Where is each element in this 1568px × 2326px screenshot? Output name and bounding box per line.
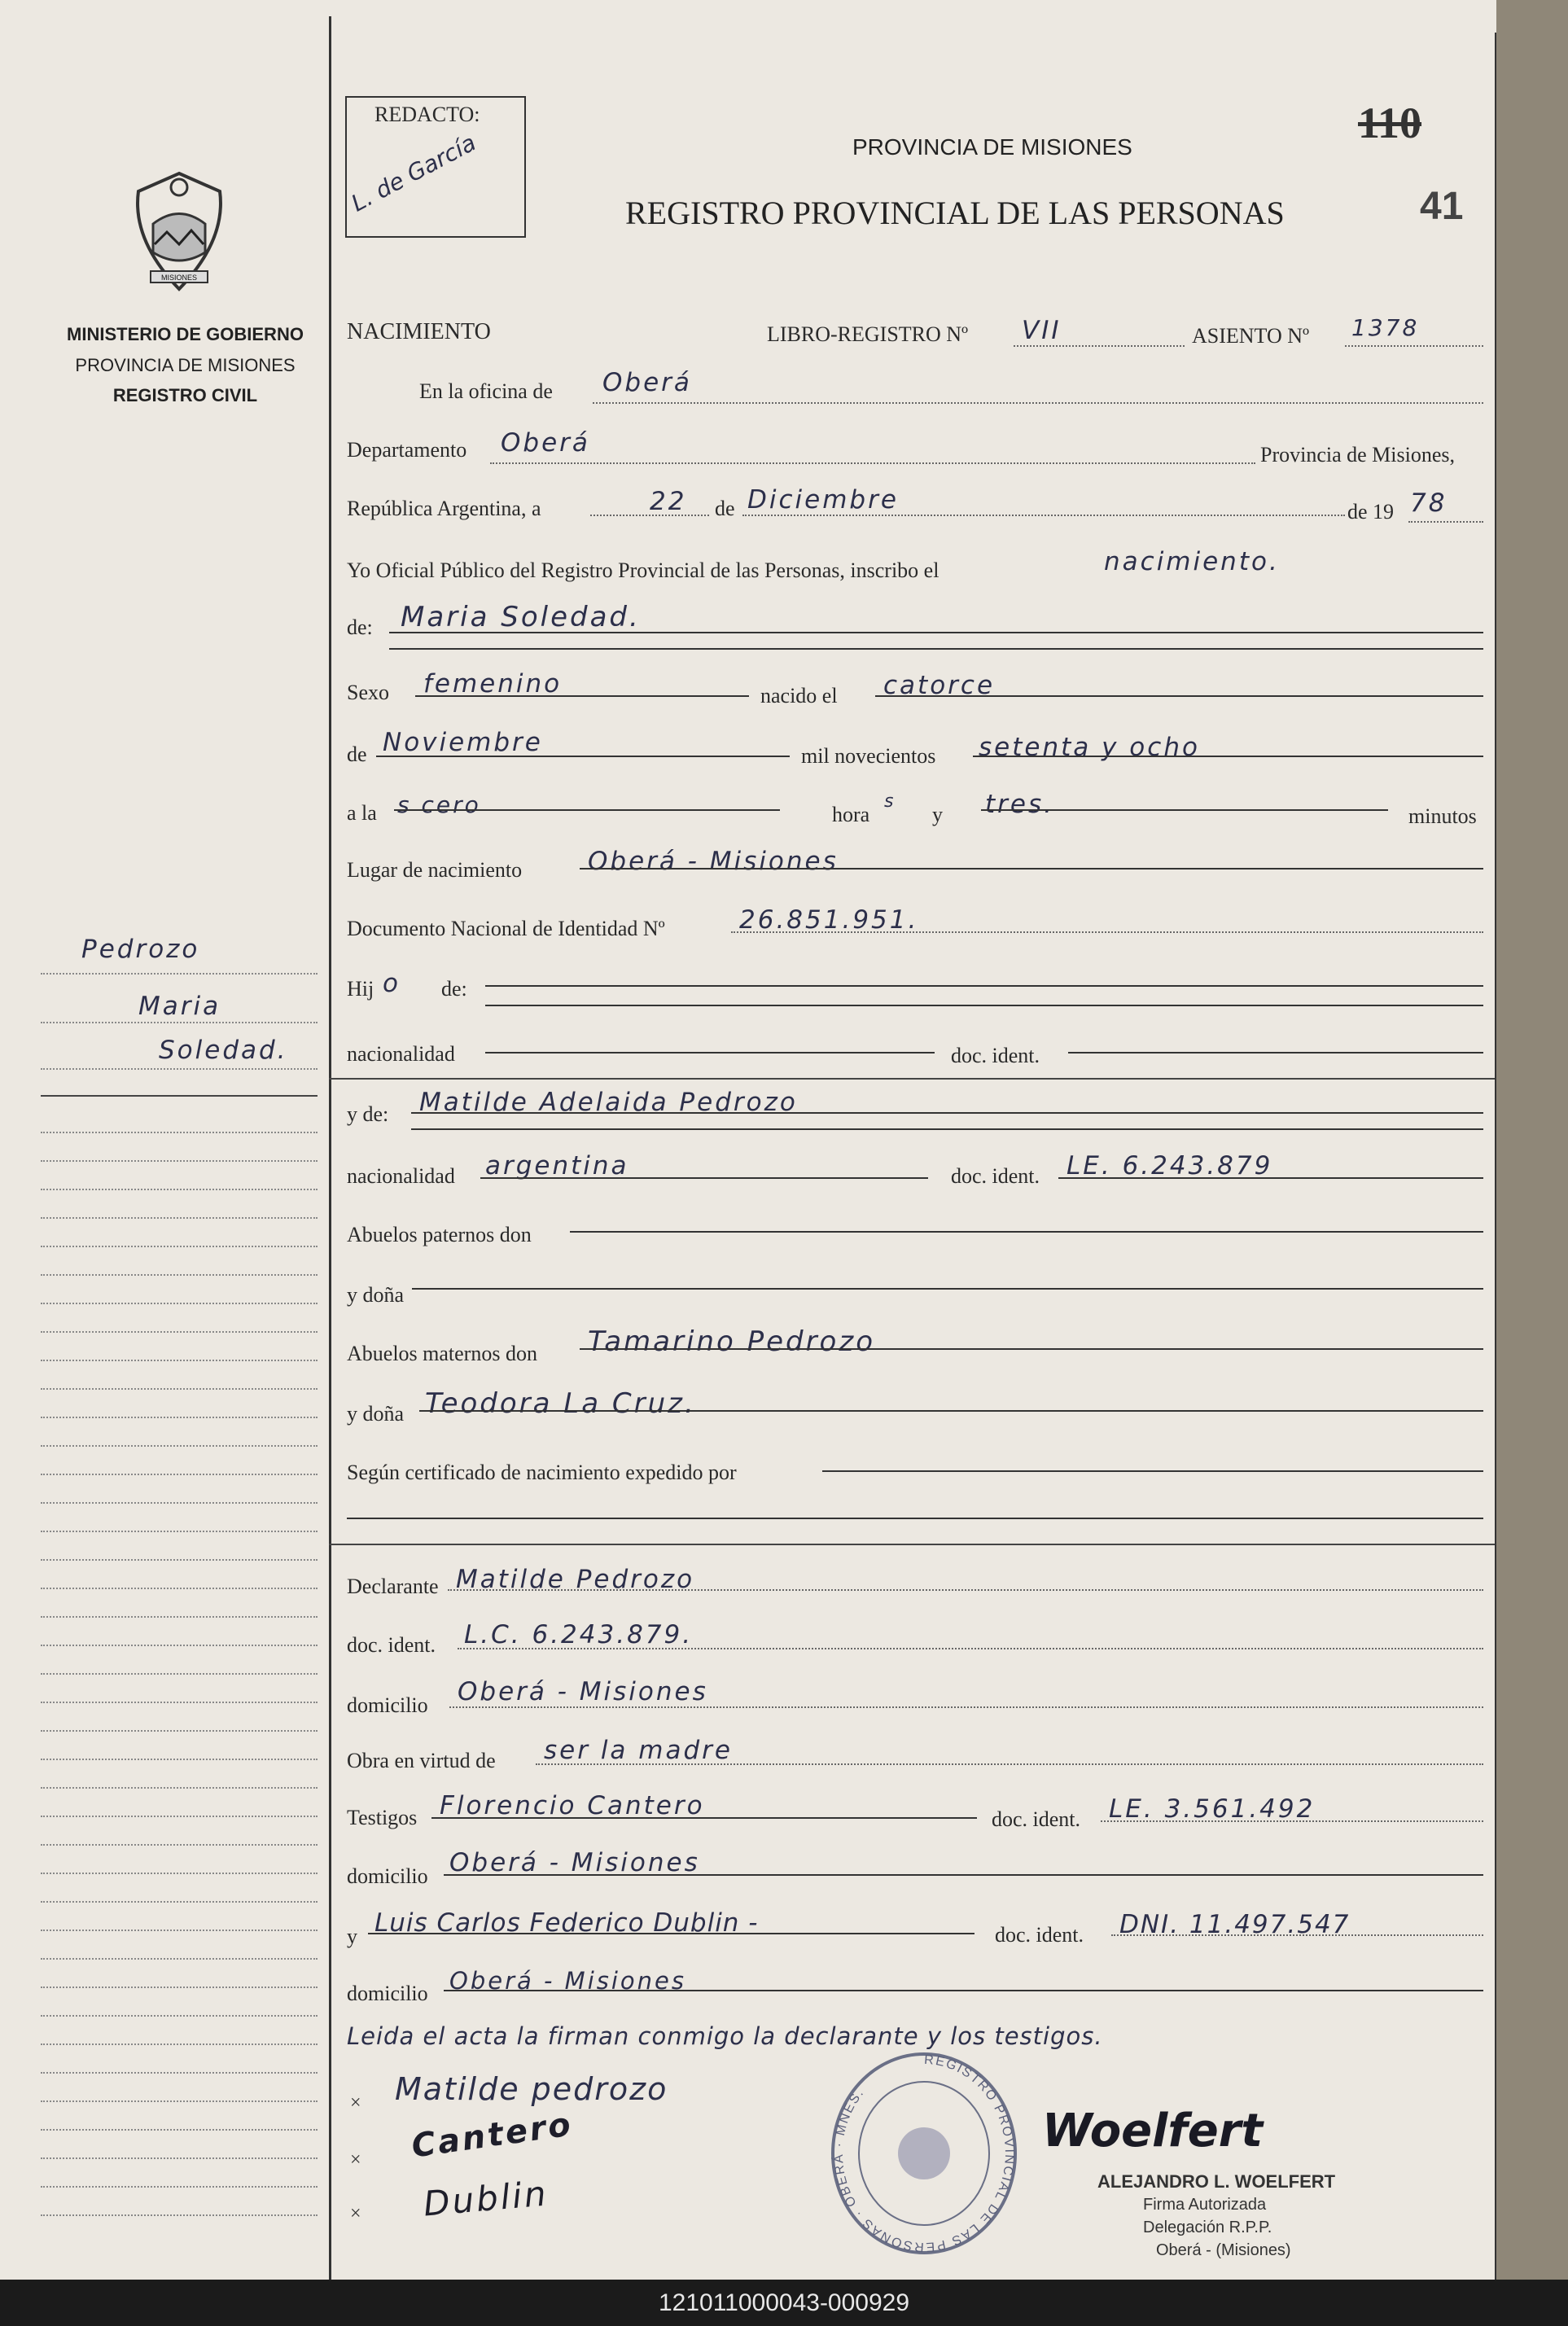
mother-value: Matilde Adelaida Pedrozo — [419, 1088, 798, 1117]
province-heading: PROVINCIA DE MISIONES — [852, 134, 1132, 160]
declarant-value: Matilde Pedrozo — [456, 1565, 695, 1594]
declarant-doc-label: doc. ident. — [347, 1633, 436, 1657]
certificate-label: Según certificado de nacimiento expedido por — [347, 1461, 737, 1484]
witness-label: Testigos — [347, 1806, 418, 1829]
margin-note-middlename: Soledad. — [159, 1036, 288, 1065]
hour-value: s cero — [397, 791, 481, 818]
child-name-value: Maria Soledad. — [401, 601, 641, 633]
sex-value: femenino — [423, 669, 563, 699]
page-number-new: 41 — [1420, 185, 1464, 228]
seat-label: ASIENTO Nº — [1192, 324, 1310, 348]
witness2-value: Luis Carlos Federico Dublin - — [374, 1908, 759, 1938]
redacto-signature: L. de García — [347, 129, 480, 217]
maternal-grandparents-label: Abuelos maternos don — [347, 1342, 537, 1365]
born-year-value: setenta y ocho — [979, 733, 1200, 762]
birthplace-value: Oberá - Misiones — [588, 847, 839, 876]
reason-value: ser la madre — [544, 1736, 733, 1765]
witness2-doc-value: DNI. 11.497.547 — [1119, 1910, 1351, 1939]
coat-of-arms-caption: MISIONES — [160, 274, 198, 282]
archive-code: 121011000043-000929 — [658, 2289, 910, 2316]
registry-stamp-icon — [822, 2043, 1026, 2263]
mother-label: y de: — [347, 1102, 389, 1126]
month-value: Diciembre — [747, 485, 899, 515]
born-label: nacido el — [760, 684, 838, 707]
declarant-label: Declarante — [347, 1575, 439, 1598]
office-label: En la oficina de — [419, 379, 553, 403]
child-of-label: Hij — [347, 977, 374, 1001]
thousand-label: mil novecientos — [801, 744, 936, 768]
mother-docid-label: doc. ident. — [951, 1164, 1040, 1188]
margin-rule — [329, 16, 331, 2280]
signature-mark-1: × — [350, 2092, 361, 2114]
maternal-grandmother-value: Teodora La Cruz. — [425, 1387, 696, 1420]
official-name: ALEJANDRO L. WOELFERT — [1097, 2171, 1336, 2192]
minutes-label: minutos — [1408, 804, 1477, 828]
seat-value: 1378 — [1351, 314, 1420, 341]
maternal-grandfather-value: Tamarino Pedrozo — [588, 1325, 876, 1358]
declarant-domicile-label: domicilio — [347, 1693, 428, 1717]
book-binding-edge — [1496, 0, 1568, 2280]
mother-nationality-value: argentina — [485, 1151, 629, 1181]
signature-mark-2: × — [350, 2149, 361, 2170]
coat-of-arms-icon — [122, 167, 236, 297]
stamp-text: REGISTRO PROVINCIAL DE LAS PERSONAS · OBERÁ · MNES. — [831, 2052, 1017, 2254]
hours-plural-value: s — [884, 791, 896, 812]
born-day-value: catorce — [883, 671, 996, 700]
reason-label: Obra en virtud de — [347, 1749, 496, 1772]
statement-value: nacimiento. — [1104, 547, 1280, 576]
closing-text: Leida el acta la firman conmigo la declarante y los testigos. — [347, 2022, 1103, 2050]
declarant-signature: Matilde pedrozo — [395, 2071, 668, 2107]
ministry-line3: REGISTRO CIVIL — [112, 385, 258, 405]
book-value: VII — [1022, 316, 1062, 345]
father-nationality-label: nacionalidad — [347, 1042, 455, 1066]
office-value: Oberá — [602, 368, 692, 397]
witness1-signature: Cantero — [409, 2105, 576, 2166]
ministry-line2: PROVINCIA DE MISIONES — [75, 355, 296, 375]
minutes-value: tres. — [985, 790, 1054, 819]
child-of-suffix: o — [383, 969, 401, 998]
child-of-de-label: de: — [441, 977, 467, 1001]
department-value: Oberá — [501, 428, 590, 458]
father-docid-label: doc. ident. — [951, 1044, 1040, 1067]
ministry-line1: MINISTERIO DE GOBIERNO — [67, 324, 304, 344]
official-signature: Woelfert — [1042, 2105, 1264, 2157]
redacto-box — [345, 96, 526, 238]
born-month-value: Noviembre — [383, 728, 543, 757]
dni-value: 26.851.951. — [739, 905, 919, 935]
witness1-value: Florencio Cantero — [440, 1791, 705, 1820]
dni-label: Documento Nacional de Identidad Nº — [347, 917, 665, 940]
official-title: Firma Autorizada — [1143, 2196, 1267, 2214]
born-month-label: de — [347, 742, 367, 766]
witness2-y-label: y — [347, 1925, 357, 1948]
mother-docid-value: LE. 6.243.879 — [1067, 1151, 1273, 1181]
witness1-docid-label: doc. ident. — [992, 1807, 1081, 1831]
province-suffix: Provincia de Misiones, — [1260, 443, 1456, 467]
margin-note-firstname: Maria — [138, 992, 221, 1021]
witness1-domicile-label: domicilio — [347, 1864, 428, 1888]
year-value: 78 — [1410, 488, 1448, 518]
and-label: y — [932, 803, 943, 826]
record-type-label: NACIMIENTO — [347, 319, 491, 344]
margin-note-surname: Pedrozo — [81, 935, 200, 964]
page-number-old: 110 — [1358, 99, 1422, 147]
declarant-doc-value: L.C. 6.243.879. — [464, 1620, 694, 1649]
redacto-title: REDACTO: — [374, 103, 480, 126]
book-label: LIBRO-REGISTRO Nº — [767, 322, 969, 346]
archive-code-bar — [0, 2280, 1568, 2326]
witness1-doc-value: LE. 3.561.492 — [1109, 1794, 1316, 1824]
signature-mark-3: × — [350, 2203, 361, 2224]
declarant-domicile-value: Oberá - Misiones — [458, 1677, 708, 1706]
maternal-grandmother-label: y doña — [347, 1402, 405, 1426]
witness2-domicile-label: domicilio — [347, 1982, 428, 2005]
witness1-domicile-value: Oberá - Misiones — [449, 1848, 700, 1877]
witness2-docid-label: doc. ident. — [995, 1923, 1084, 1947]
statement-text: Yo Oficial Público del Registro Provincial de las Personas, inscribo el — [347, 559, 939, 582]
birthplace-label: Lugar de nacimiento — [347, 858, 523, 882]
official-location: Oberá - (Misiones) — [1156, 2241, 1291, 2259]
paternal-grandmother-label: y doña — [347, 1283, 405, 1307]
name-label: de: — [347, 615, 373, 639]
at-label: a la — [347, 801, 377, 825]
year-label: de 19 — [1347, 500, 1395, 523]
witness2-signature: Dublin — [422, 2173, 550, 2224]
hours-label: hora — [832, 803, 870, 826]
republic-label: República Argentina, a — [347, 497, 541, 520]
registry-heading: REGISTRO PROVINCIAL DE LAS PERSONAS — [625, 195, 1285, 231]
day-value: 22 — [650, 487, 687, 516]
department-label: Departamento — [347, 438, 467, 462]
official-delegation: Delegación R.P.P. — [1143, 2219, 1272, 2236]
paternal-grandparents-label: Abuelos paternos don — [347, 1223, 532, 1246]
mother-nationality-label: nacionalidad — [347, 1164, 455, 1188]
sex-label: Sexo — [347, 681, 389, 704]
of-label: de — [715, 497, 735, 520]
witness2-domicile-value: Oberá - Misiones — [449, 1967, 686, 1995]
